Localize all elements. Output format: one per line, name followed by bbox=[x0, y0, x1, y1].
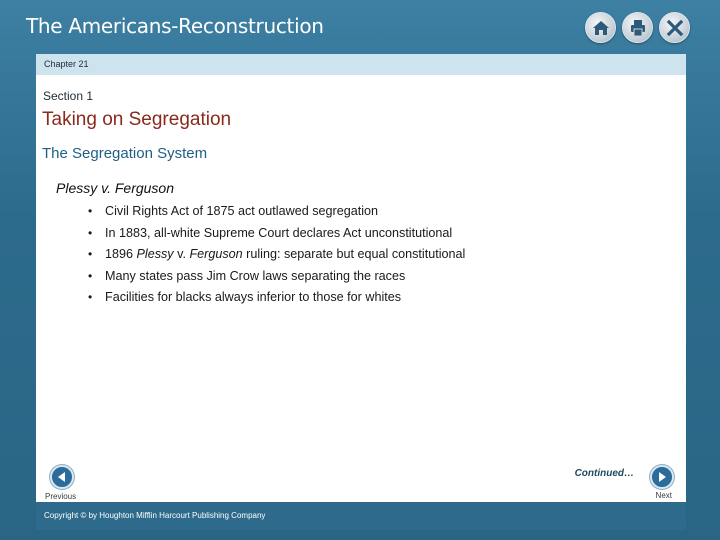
home-button[interactable] bbox=[585, 12, 616, 43]
chapter-label: Chapter 21 bbox=[44, 59, 89, 69]
bullet-text: Facilities for blacks always inferior to those for whites bbox=[105, 290, 402, 305]
case-heading: Plessy v. Ferguson bbox=[56, 180, 175, 196]
app-title: The Americans-Reconstruction bbox=[26, 14, 324, 38]
content-panel bbox=[36, 54, 686, 530]
bullet-dot: • bbox=[88, 290, 93, 305]
case-name-ferguson: Ferguson bbox=[189, 247, 243, 262]
bullet-text-pre: 1896 bbox=[105, 247, 137, 262]
previous-label[interactable]: Previous bbox=[45, 492, 77, 501]
bullet-dot: • bbox=[88, 204, 93, 218]
bullet-item bbox=[88, 267, 648, 289]
bullet-text: Many states pass Jim Crow laws separating the races bbox=[105, 268, 406, 283]
close-button[interactable] bbox=[659, 12, 690, 43]
bullet-text: Civil Rights Act of 1875 act outlawed segregation bbox=[105, 204, 379, 218]
bullet-text: In 1883, all-white Supreme Court declares Act unconstitutional bbox=[105, 225, 453, 240]
bullet-dot: • bbox=[88, 247, 93, 262]
arrow-right-icon bbox=[656, 471, 668, 483]
continued-label: Continued… bbox=[574, 468, 634, 479]
topic-title: The Segregation System bbox=[42, 145, 208, 162]
next-label[interactable]: Next bbox=[655, 491, 672, 500]
bullet-dot: • bbox=[88, 268, 93, 283]
print-button[interactable] bbox=[622, 12, 653, 43]
section-label: Section 1 bbox=[43, 89, 94, 103]
chapter-bar bbox=[36, 54, 686, 75]
bullet-text bbox=[105, 247, 465, 261]
bullet-item bbox=[88, 202, 648, 224]
bullet-list bbox=[88, 202, 648, 310]
bullet-item bbox=[88, 224, 648, 246]
nav-toolbar bbox=[585, 12, 690, 43]
copyright-text: Copyright © by Houghton Mifflin Harcourt Publishing Company bbox=[44, 511, 266, 520]
bullet-item bbox=[88, 245, 648, 267]
lesson-title: Taking on Segregation bbox=[42, 109, 232, 130]
bullet-text-mid: v. bbox=[173, 247, 190, 262]
case-name-plessy: Plessy bbox=[136, 247, 174, 262]
arrow-left-icon bbox=[56, 471, 68, 483]
bullet-text-post: ruling: separate but equal constitutional bbox=[242, 247, 466, 262]
footer-bar bbox=[36, 502, 686, 530]
print-icon bbox=[628, 18, 648, 38]
close-icon bbox=[665, 18, 685, 38]
bullet-item bbox=[88, 288, 648, 310]
bullet-dot: • bbox=[88, 225, 93, 240]
home-icon bbox=[591, 18, 611, 38]
next-button[interactable] bbox=[650, 465, 674, 489]
previous-button[interactable] bbox=[50, 465, 74, 489]
